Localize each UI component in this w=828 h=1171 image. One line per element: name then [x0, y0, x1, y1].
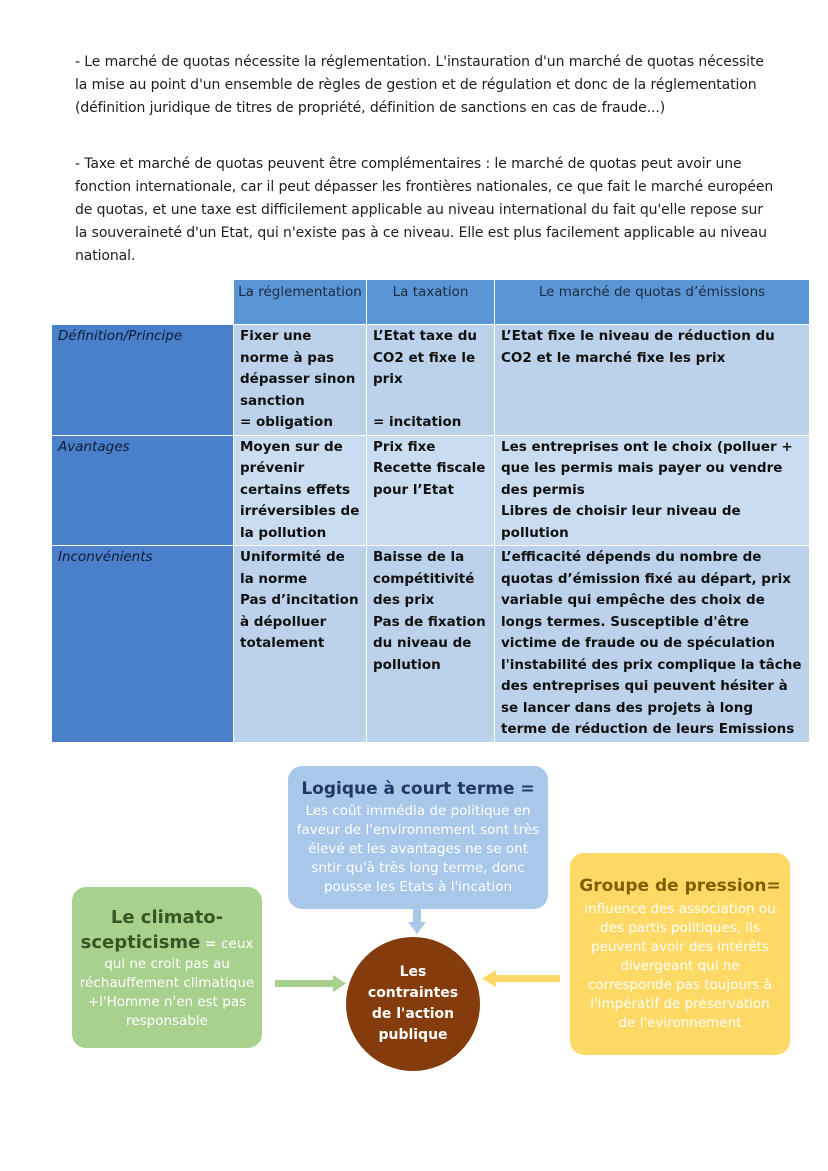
cell-line: = incitation [373, 414, 462, 430]
center-line: Les [399, 964, 427, 980]
pressure-group-text: influence des association ou des partis politiques, ils peuvent avoir des intérêts divergeant qui ne corresponde pas toujours à l'impératif de préservation de l'evironnement [584, 901, 776, 1031]
arrow-down-icon [408, 909, 426, 934]
cell-line: Baisse de la compétitivité des prix [373, 549, 475, 608]
cell-line: Uniformité de la norme [240, 549, 345, 587]
header-marche-quotas: Le marché de quotas d’émissions [495, 280, 810, 325]
climate-scepticism-title: Le climato-scepticisme [80, 907, 224, 953]
cell-line: L’efficacité dépends du nombre de quotas d’émission fixé au départ, prix variable qui empêche des choix de longs termes. Susceptible d'être victime de fraude ou de spéculation l'instabilité des prix complique la tâche des entreprises qui peuvent hésiter à se lancer dans des projets à long terme de réduction de leurs Emissions [501, 549, 802, 737]
equals-sign: = [200, 936, 222, 952]
cell-line: Libres de choisir leur niveau de pollution [501, 503, 741, 541]
cell-line: Pas d’incitation à dépolluer totalement [240, 592, 359, 651]
header-reglementation: La réglementation [234, 280, 367, 325]
cell-line: Moyen sur de prévenir certains effets irréversibles de la pollution [240, 438, 360, 541]
cell-line: L’Etat taxe du CO2 et fixe le prix [373, 328, 477, 387]
center-line: contraintes [367, 985, 459, 1001]
cell-line: L’Etat fixe le niveau de réduction du CO2 et le marché fixe les prix [501, 328, 775, 366]
short-term-logic-box [288, 766, 548, 909]
short-term-logic-title: Logique à court terme = [301, 779, 535, 799]
row-header-inconvenients: Inconvénients [52, 546, 234, 743]
cell-line: Pas de fixation du niveau de pollution [373, 613, 486, 673]
arrow-right-icon [275, 975, 346, 992]
short-term-logic-text: Les coût immédia de politique en faveur de l'environnement sont très élevé et les avantages ne se ont sntir qu'à très long terme, donc pousse les Etats à l'incation [296, 803, 540, 895]
climate-scepticism-box [72, 887, 262, 1048]
pressure-group-title: Groupe de pression= [579, 876, 781, 896]
center-line: publique [378, 1027, 448, 1043]
row-header-avantages: Avantages [52, 435, 234, 546]
arrow-left-icon [482, 970, 560, 987]
row-header-definition: Définition/Principe [52, 325, 234, 436]
public-action-constraints-circle [346, 937, 480, 1071]
cell-line: = obligation [240, 414, 333, 430]
pressure-group-box [570, 853, 790, 1055]
header-taxation: La taxation [367, 280, 495, 325]
cell-line: Fixer une norme à pas dépasser sinon sanction [240, 328, 356, 409]
intro-paragraph-2: - Taxe et marché de quotas peuvent être complémentaires : le marché de quotas peut avoir une fonction internationale, car il peut dépasser les frontières nationales, ce que fait le marché européen de quotas, et une taxe est difficilement applicable au niveau international du fait qu'elle repose sur la souveraineté d'un Etat, qui n'existe pas à ce niveau. Elle est plus facilement applicable au niveau national. [75, 156, 774, 264]
cell-line: Recette fiscale pour l’Etat [373, 460, 486, 498]
intro-paragraph-1: - Le marché de quotas nécessite la réglementation. L'instauration d'un marché de quotas nécessite la mise au point d'un ensemble de règles de gestion et de régulation et donc de la réglementation (définition juridique de titres de propriété, définition de sanctions en cas de fraude...) [75, 54, 764, 116]
climate-scepticism-text: ceux qui ne croit pas au réchauffement climatique +l'Homme n'en est pas responsable [79, 936, 255, 1029]
cell-line: Prix fixe [373, 438, 436, 455]
center-line: de l'action [371, 1006, 455, 1022]
cell-line: Les entreprises ont le choix (polluer + que les permis mais payer ou vendre des permis [501, 438, 793, 498]
